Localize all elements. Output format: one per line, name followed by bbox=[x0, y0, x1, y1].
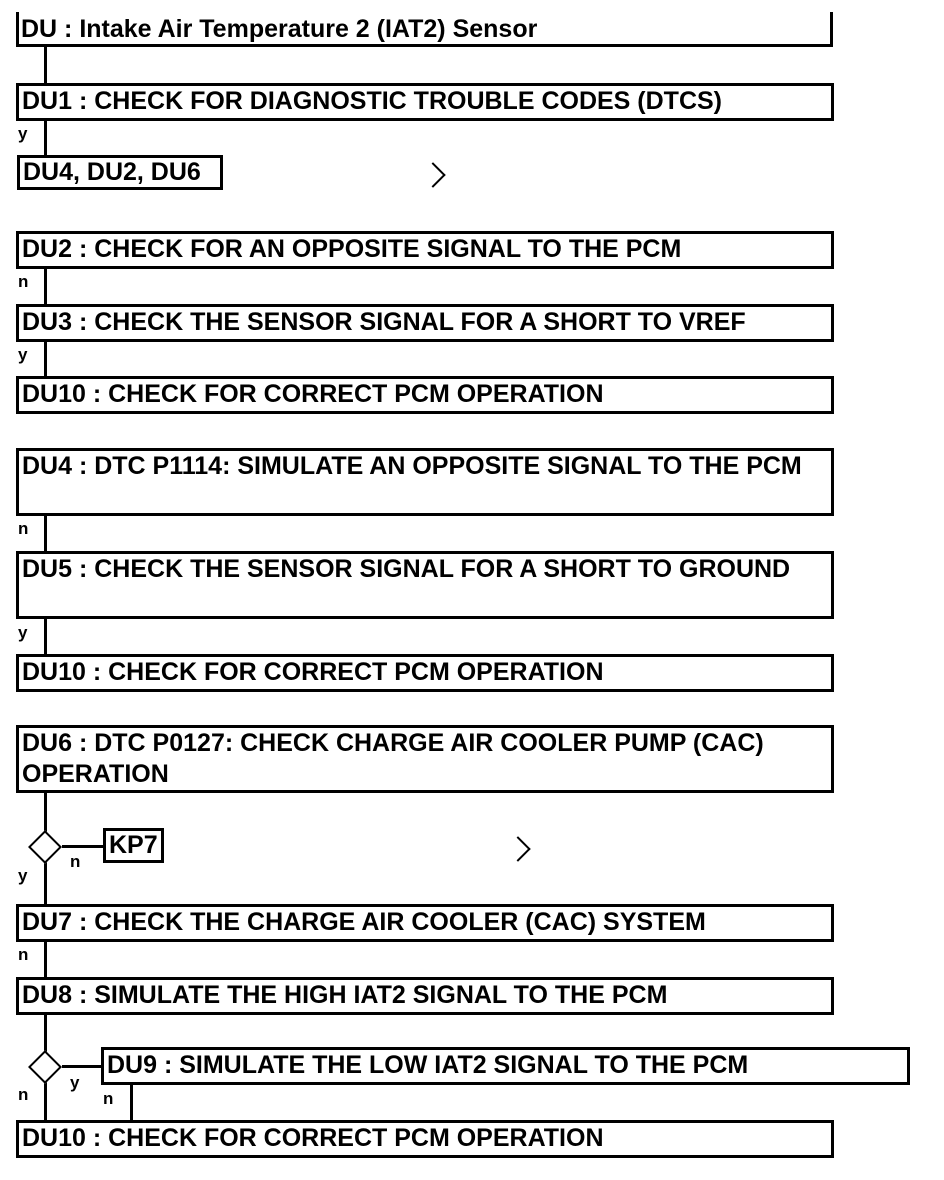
title-right-line bbox=[830, 12, 833, 46]
branch-label-yes: y bbox=[18, 345, 28, 364]
branch-label-no: n bbox=[103, 1089, 114, 1108]
step-du9[interactable]: DU9 : SIMULATE THE LOW IAT2 SIGNAL TO THE PCM bbox=[101, 1047, 910, 1085]
step-du1[interactable]: DU1 : CHECK FOR DIAGNOSTIC TROUBLE CODES (DTCS) bbox=[16, 83, 834, 121]
branch-label-no: n bbox=[18, 272, 29, 291]
step-du10[interactable]: DU10 : CHECK FOR CORRECT PCM OPERATION bbox=[16, 376, 834, 414]
step-kp7[interactable]: KP7 bbox=[103, 828, 164, 863]
step-du6[interactable]: DU6 : DTC P0127: CHECK CHARGE AIR COOLER PUMP (CAC) OPERATION bbox=[16, 725, 834, 793]
decision-diamond bbox=[28, 830, 62, 864]
step-du3[interactable]: DU3 : CHECK THE SENSOR SIGNAL FOR A SHORT TO VREF bbox=[16, 304, 834, 342]
chevron-right-icon bbox=[505, 836, 530, 861]
page-title: DU : Intake Air Temperature 2 (IAT2) Sensor bbox=[21, 15, 538, 43]
connector bbox=[44, 941, 47, 979]
connector bbox=[62, 845, 104, 848]
step-du7[interactable]: DU7 : CHECK THE CHARGE AIR COOLER (CAC) SYSTEM bbox=[16, 904, 834, 942]
step-du8[interactable]: DU8 : SIMULATE THE HIGH IAT2 SIGNAL TO THE PCM bbox=[16, 977, 834, 1015]
connector bbox=[130, 1084, 133, 1121]
connector bbox=[44, 120, 47, 157]
connector bbox=[44, 341, 47, 378]
decision-diamond bbox=[28, 1050, 62, 1084]
step-du10[interactable]: DU10 : CHECK FOR CORRECT PCM OPERATION bbox=[16, 1120, 834, 1158]
step-du4[interactable]: DU4 : DTC P1114: SIMULATE AN OPPOSITE SIGNAL TO THE PCM bbox=[16, 448, 834, 516]
branch-label-no: n bbox=[70, 852, 81, 871]
title-left-line bbox=[16, 12, 19, 46]
branch-label-no: n bbox=[18, 519, 29, 538]
connector bbox=[44, 618, 47, 656]
step-du1-targets[interactable]: DU4, DU2, DU6 bbox=[17, 155, 223, 190]
chevron-right-icon bbox=[420, 162, 445, 187]
connector bbox=[44, 268, 47, 306]
step-du5[interactable]: DU5 : CHECK THE SENSOR SIGNAL FOR A SHORT TO GROUND bbox=[16, 551, 834, 619]
branch-label-yes: y bbox=[18, 124, 28, 143]
connector bbox=[62, 1065, 104, 1068]
branch-label-no: n bbox=[18, 945, 29, 964]
connector bbox=[44, 515, 47, 553]
branch-label-yes: y bbox=[18, 623, 28, 642]
step-du10[interactable]: DU10 : CHECK FOR CORRECT PCM OPERATION bbox=[16, 654, 834, 692]
branch-label-yes: y bbox=[18, 866, 28, 885]
connector bbox=[44, 46, 47, 84]
branch-label-no: n bbox=[18, 1085, 29, 1104]
branch-label-yes: y bbox=[70, 1073, 80, 1092]
step-du2[interactable]: DU2 : CHECK FOR AN OPPOSITE SIGNAL TO THE PCM bbox=[16, 231, 834, 269]
